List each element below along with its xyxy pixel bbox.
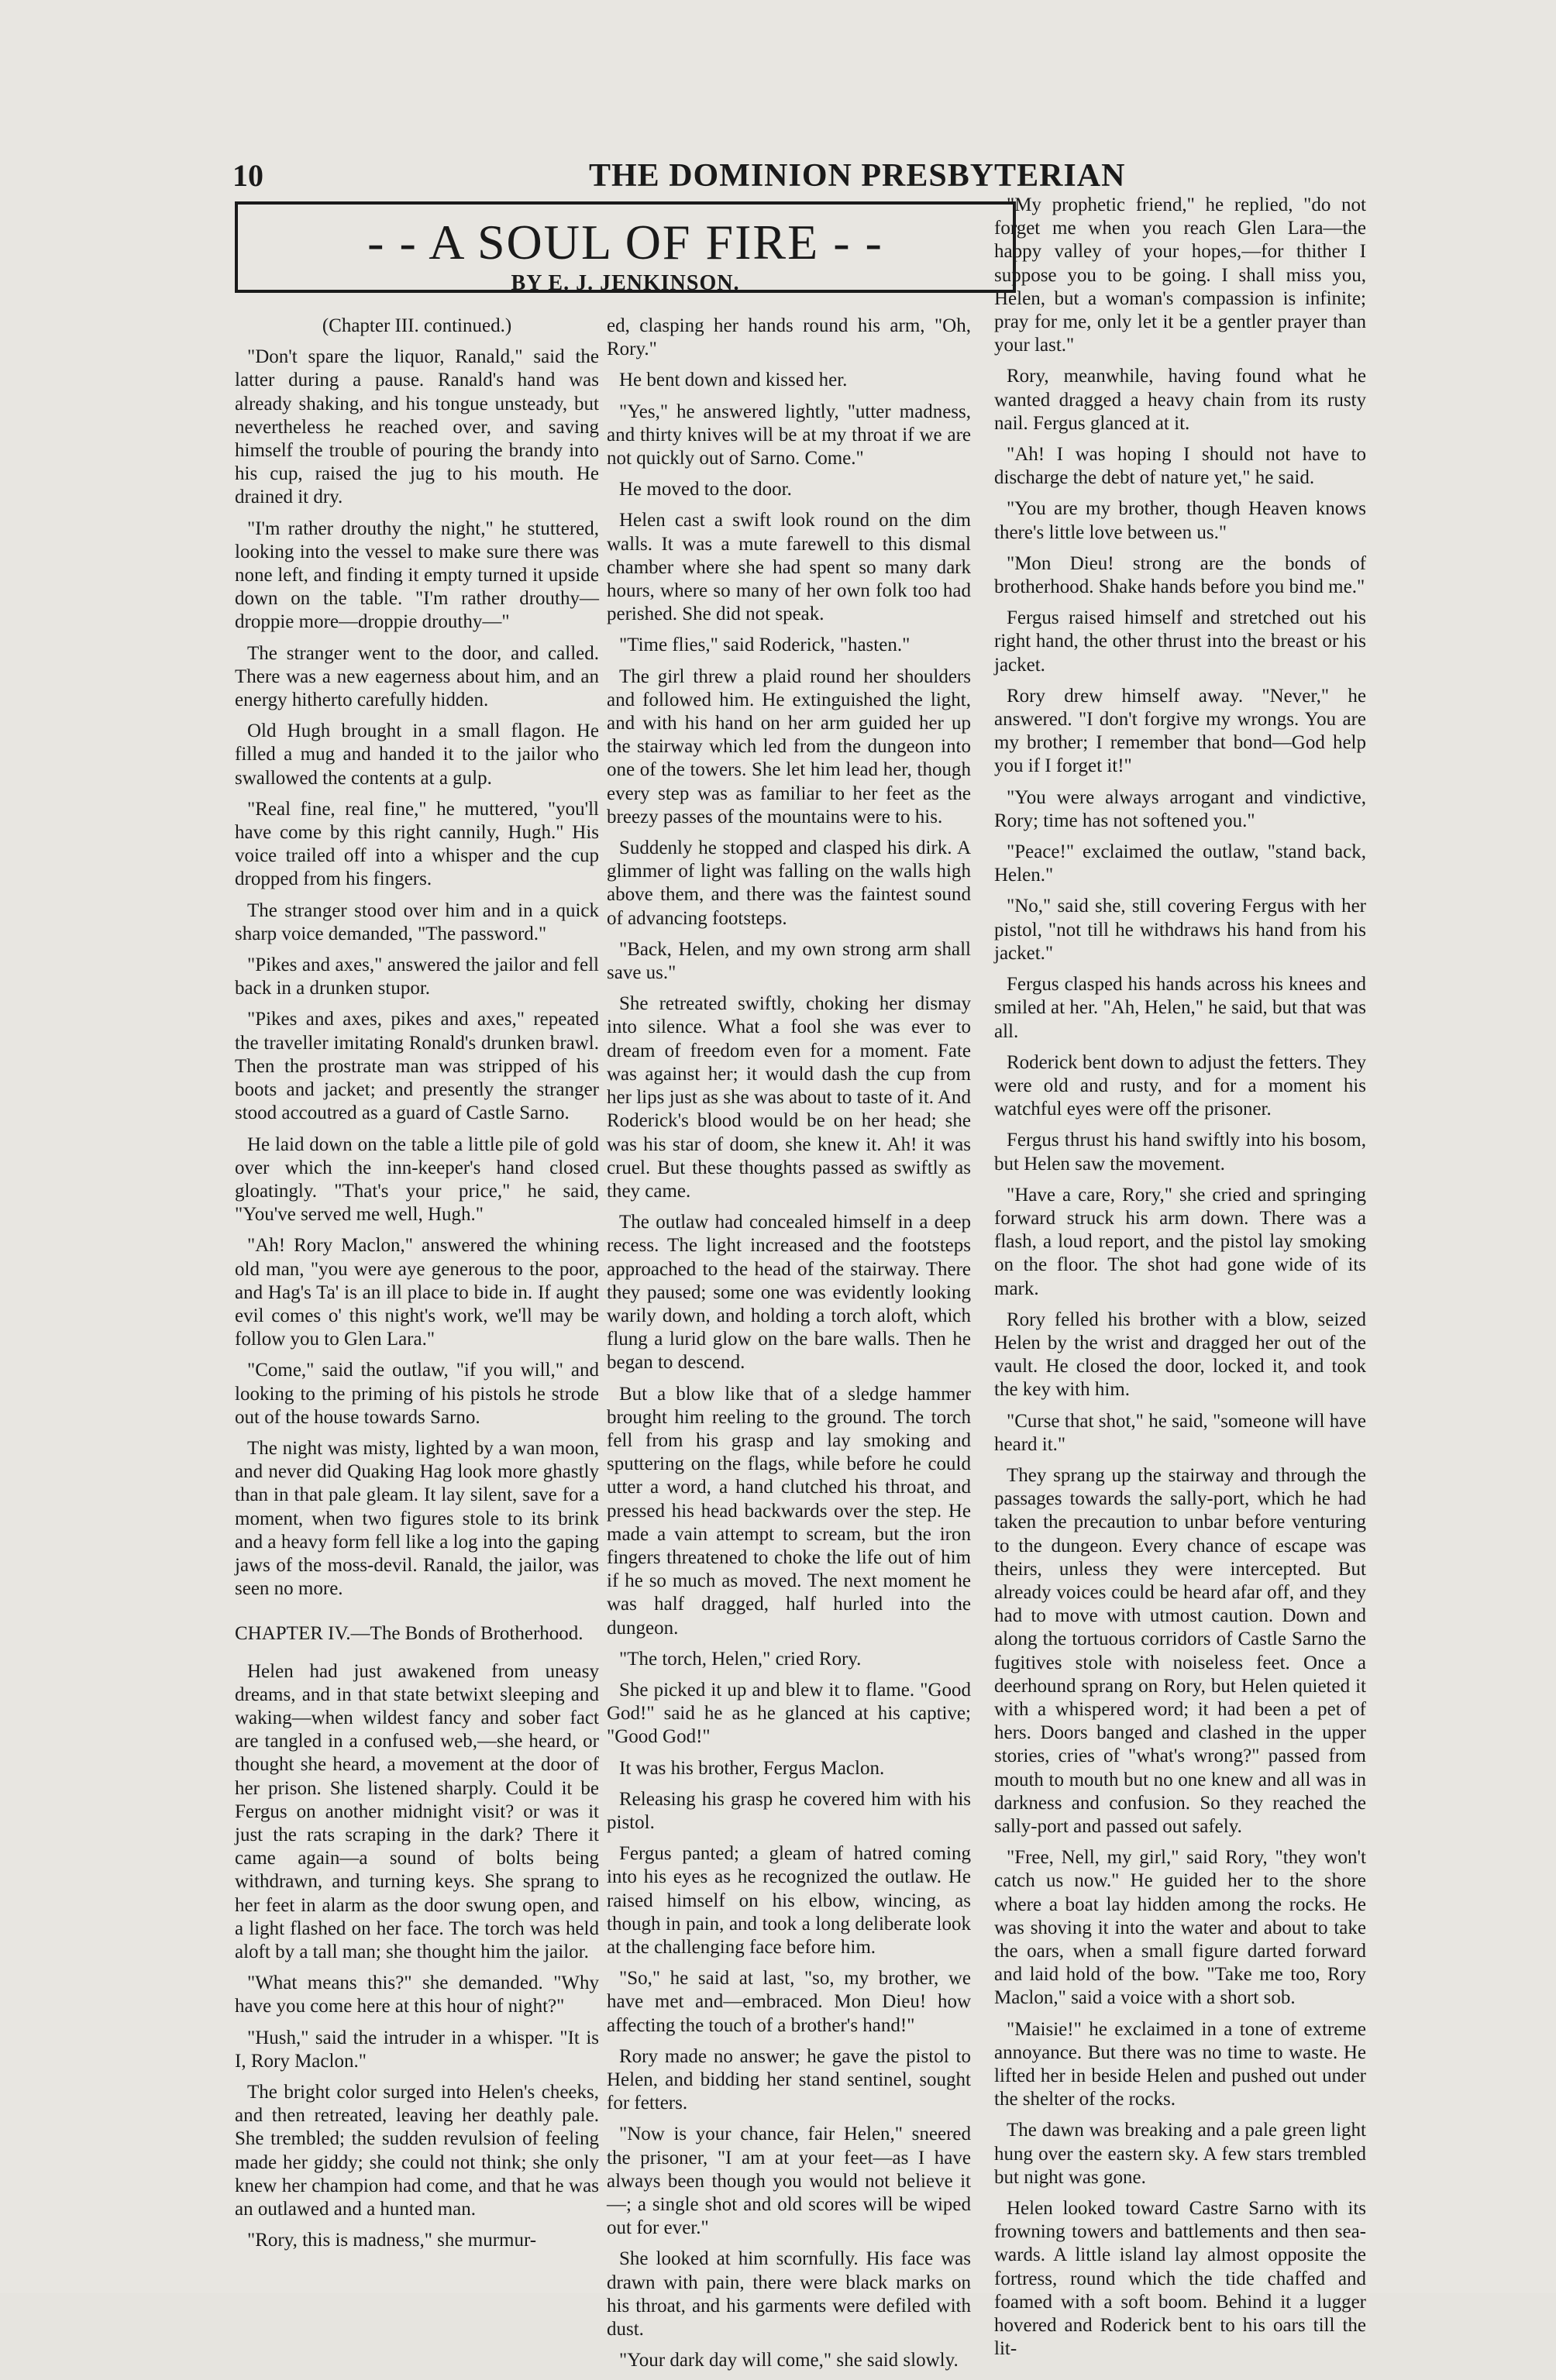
story-title-box — [235, 201, 1016, 293]
paragraph: The stranger stood over him and in a quick sharp voice demanded, "The password." — [235, 899, 599, 944]
column-3 — [994, 194, 1366, 2368]
paragraph: "Ah! Rory Maclon," answered the whining old man, "you were aye generous to the poor, and Hag's Ta' is an ill place to bide in. If aught evil comes o' this night's work, we'll may be follow you to Glen Lara." — [235, 1235, 599, 1350]
paragraph: "The torch, Helen," cried Rory. — [619, 1648, 862, 1670]
paragraph: Helen had just awakened from uneasy dreams, and in that state betwixt sleeping and waking—when wildest fancy and sober fact are tangled in a confused web,—she heard, or thought she heard, a movement at the door of her prison. She listened sharply. Could it be Fergus on another midnight visit? or was it just the rats scraping in the dark? There it came again—a sound of bolts being withdrawn, and turning keys. She sprang to her feet in alarm as the door swung open, and a light flashed on her face. The torch was held aloft by a tall man; she thought him the jailor. — [235, 1660, 599, 1962]
paragraph: "No," said she, still covering Fergus with her pistol, "not till he withdraws his hand from his jacket." — [994, 896, 1366, 964]
paragraph: She looked at him scornfully. His face was drawn with pain, there were black marks on his throat, and his garments were defiled with dust. — [607, 2248, 971, 2340]
paragraph: "Maisie!" he exclaimed in a tone of extreme annoyance. But there was no time to waste. He lifted her in beside Helen and pushed out under the shelter of the rocks. — [994, 2018, 1366, 2110]
paragraph: The stranger went to the door, and called. There was a new eagerness about him, and an energy hitherto carefully hidden. — [235, 642, 599, 711]
paragraph: Rory drew himself away. "Never," he answered. "I don't forgive my wrongs. You are my brother; I remember that bond—God help you if I forget it!" — [994, 685, 1366, 777]
paragraph: Rory made no answer; he gave the pistol to Helen, and bidding her stand sentinel, sought for fetters. — [607, 2045, 971, 2114]
paragraph: "Now is your chance, fair Helen," sneered the prisoner, "I am at your feet—as I have always been though you would not believe it—; a single shot and old scores will be wiped out for ever." — [607, 2124, 971, 2239]
column-1 — [235, 315, 599, 2260]
paragraph: The girl threw a plaid round her shoulders and followed him. He extinguished the light, and with his hand on her arm guided her up the stairway which led from the dungeon into one of the towers. She let him lead her, though every step was as familiar to her feet as the breezy passes of the mountains were to his. — [607, 666, 971, 827]
paragraph: Rory, meanwhile, having found what he wanted dragged a heavy chain from its rusty nail. Fergus glanced at it. — [994, 366, 1366, 434]
paragraph: He laid down on the table a little pile of gold over which the inn-keeper's hand closed gloatingly. "That's your price," he said, "You've served me well, Hugh." — [235, 1133, 599, 1226]
paragraph: "My prophetic friend," he replied, "do not forget me when you reach Glen Lara—the happy valley of your hopes,—for thither I suppose you to be going. I shall miss you, Helen, but a woman's compassion is infinite; pray for me, only let it be a gentler prayer than your last." — [994, 194, 1366, 356]
paragraph: "Pikes and axes, pikes and axes," repeated the traveller imitating Ronald's drunken brawl. Then the prostrate man was stripped of his boots and jacket; and presently the stranger stood accoutred as a guard of Castle Sarno. — [235, 1009, 599, 1124]
paragraph: "Hush," said the intruder in a whisper. "It is I, Rory Maclon." — [235, 2027, 599, 2072]
paragraph: Rory felled his brother with a blow, seized Helen by the wrist and dragged her out of the vault. He closed the door, locked it, and took the key with him. — [994, 1309, 1366, 1401]
paragraph: "Don't spare the liquor, Ranald," said the latter during a pause. Ranald's hand was already shaking, and his tongue unsteady, but nevertheless he reached over, and saving himself the trouble of pouring the brandy into his cup, raised the jug to his mouth. He drained it dry. — [235, 346, 599, 508]
paragraph: "Back, Helen, and my own strong arm shall save us." — [607, 938, 971, 984]
paragraph: "Time flies," said Roderick, "hasten." — [619, 635, 911, 656]
paragraph: The night was misty, lighted by a wan moon, and never did Quaking Hag look more ghastly than in that pale gleam. It lay silent, save for a moment, when two figures stole to its brink and a heavy form fell like a log into the gaping jaws of the moss-devil. Ranald, the jailor, was seen no more. — [235, 1437, 599, 1600]
paragraph: "Ah! I was hoping I should not have to discharge the debt of nature yet," he said. — [994, 444, 1366, 489]
paragraph: "You are my brother, though Heaven knows there's little love between us." — [994, 498, 1366, 543]
paragraph: ed, clasping her hands round his arm, "Oh, Rory." — [607, 315, 971, 360]
paragraph: "Come," said the outlaw, "if you will," and looking to the priming of his pistols he strode out of the house towards Sarno. — [235, 1360, 599, 1428]
page-number: 10 — [232, 158, 263, 193]
paragraph: "Have a care, Rory," she cried and springing forward struck his arm down. There was a flash, a loud report, and the pistol lay smoking on the floor. The shot had gone wide of its mark. — [994, 1184, 1366, 1299]
paragraph: Helen looked toward Castre Sarno with its frowning towers and battlements and then sea-wards. A little island lay almost opposite the fortress, round which the tide chaffed and foamed with a soft boom. Behind it a lugger hovered and Roderick bent to his oars till the lit- — [994, 2198, 1366, 2360]
paragraph: "I'm rather drouthy the night," he stuttered, looking into the vessel to make sure there was none left, and finding it empty turned it upside down on the table. "I'm rather drouthy—droppie more—droppie drouthy—" — [235, 518, 599, 633]
column-2 — [607, 315, 971, 2380]
continued-note: (Chapter III. continued.) — [322, 315, 512, 336]
paragraph: The dawn was breaking and a pale green light hung over the eastern sky. A few stars trembled but night was gone. — [994, 2120, 1366, 2188]
paragraph: "Mon Dieu! strong are the bonds of brotherhood. Shake hands before you bind me." — [994, 552, 1366, 598]
paragraph: Suddenly he stopped and clasped his dirk. A glimmer of light was falling on the walls high above them, and there was the faintest sound of advancing footsteps. — [607, 837, 971, 929]
paragraph: He moved to the door. — [619, 479, 792, 500]
masthead: THE DOMINION PRESBYTERIAN — [589, 158, 1126, 194]
paragraph: "Peace!" exclaimed the outlaw, "stand back, Helen." — [994, 841, 1366, 886]
paragraph: Fergus thrust his hand swiftly into his bosom, but Helen saw the movement. — [994, 1130, 1366, 1175]
paragraph: "Rory, this is madness," she murmur- — [247, 2230, 537, 2251]
paragraph: It was his brother, Fergus Maclon. — [619, 1757, 885, 1779]
paragraph: She picked it up and blew it to flame. "Good God!" said he as he glanced at his captive; "Good God!" — [607, 1679, 971, 1748]
paragraph: The outlaw had concealed himself in a deep recess. The light increased and the footsteps approached to the head of the stairway. There they paused; some one was evidently looking warily down, and holding a torch aloft, which flung a lurid glow on the bare walls. Then he began to descend. — [607, 1212, 971, 1374]
story-title: - - A SOUL OF FIRE - - — [367, 215, 883, 270]
paragraph: Fergus clasped his hands across his knees and smiled at her. "Ah, Helen," he said, but that was all. — [994, 974, 1366, 1042]
paragraph: Fergus raised himself and stretched out his right hand, the other thrust into the breast or his jacket. — [994, 607, 1366, 676]
paragraph: Helen cast a swift look round on the dim walls. It was a mute farewell to this dismal chamber where she had spent so many dark hours, where so many of her own folk too had perished. She did not speak. — [607, 510, 971, 625]
paragraph: Releasing his grasp he covered him with his pistol. — [607, 1788, 971, 1833]
paragraph: "Real fine, real fine," he muttered, "you'll have come by this right cannily, Hugh." His voice trailed off into a whisper and the cup dropped from his fingers. — [235, 798, 599, 890]
paragraph: Old Hugh brought in a small flagon. He filled a mug and handed it to the jailor who swallowed the contents at a gulp. — [235, 721, 599, 789]
paragraph: The bright color surged into Helen's cheeks, and then retreated, leaving her deathly pale. She trembled; the sudden revulsion of feeling made her giddy; she could not think; she only knew her champion had come, and that he was an outlawed and a hunted man. — [235, 2082, 599, 2220]
paragraph: "So," he said at last, "so, my brother, we have met and—embraced. Mon Dieu! how affecting the touch of a brother's hand!" — [607, 1968, 971, 2036]
paragraph: But a blow like that of a sledge hammer brought him reeling to the ground. The torch fell from his grasp and lay smoking and sputtering on the flags, while before he could utter a word, a hand clutched his throat, and pressed his head backwards over the step. He made a vain attempt to scream, but the iron fingers threatened to choke the life out of him if he so much as moved. The next moment he was half dragged, half hurled into the dungeon. — [607, 1383, 971, 1639]
paragraph: "Your dark day will come," she said slowly. — [619, 2350, 959, 2371]
paragraph: Roderick bent down to adjust the fetters. They were old and rusty, and for a moment his watchful eyes were off the prisoner. — [994, 1051, 1366, 1120]
story-byline: BY E. J. JENKINSON. — [511, 271, 740, 295]
paragraph: "What means this?" she demanded. "Why have you come here at this hour of night?" — [235, 1972, 599, 2017]
paragraph: Fergus panted; a gleam of hatred coming into his eyes as he recognized the outlaw. He raised himself on his elbow, wincing, as though in pain, and took a long deliberate look at the challenging face before him. — [607, 1843, 971, 1958]
chapter-heading: CHAPTER IV.—The Bonds of Brotherhood. — [235, 1623, 584, 1645]
paragraph: "Pikes and axes," answered the jailor and fell back in a drunken stupor. — [235, 954, 599, 999]
paragraph: They sprang up the stairway and through the passages towards the sally-port, which he had taken the precaution to unbar before venturing to the dungeon. Every chance of escape was theirs, unless they were intercepted. But already voices could be heard afar off, and they had to move with utmost caution. Down and along the tortuous corridors of Castle Sarno the fugitives stole with noiseless feet. Once a deerhound sprang on Rory, but Helen quieted it with a whispered word; it had been a pet of hers. Doors banged and clashed in the upper stories, cries of "what's wrong?" passed from mouth to mouth but no one knew and all was in darkness and confusion. So they reached the sally-port and passed out safely. — [994, 1464, 1366, 1837]
paragraph: "Curse that shot," he said, "someone will have heard it." — [994, 1410, 1366, 1455]
paragraph: "Yes," he answered lightly, "utter madness, and thirty knives will be at my throat if we are not quickly out of Sarno. Come." — [607, 401, 971, 469]
paragraph: "Free, Nell, my girl," said Rory, "they won't catch us now." He guided her to the shore where a boat lay hidden among the rocks. He was shoving it into the water and about to take the oars, when a small figure darted forward and laid hold of the bow. "Take me too, Rory Maclon," said a voice with a short sob. — [994, 1847, 1366, 2009]
paragraph: "You were always arrogant and vindictive, Rory; time has not softened you." — [994, 786, 1366, 831]
paragraph: He bent down and kissed her. — [619, 370, 848, 391]
paragraph: She retreated swiftly, choking her dismay into silence. What a fool she was ever to dream of freedom even for a moment. Fate was against her; it would dash the cup from her lips just as she was about to taste of it. And Roderick's blood would be on her head; she was his star of doom, she knew it. Ah! it was cruel. But these thoughts passed as swiftly as they came. — [607, 993, 971, 1202]
